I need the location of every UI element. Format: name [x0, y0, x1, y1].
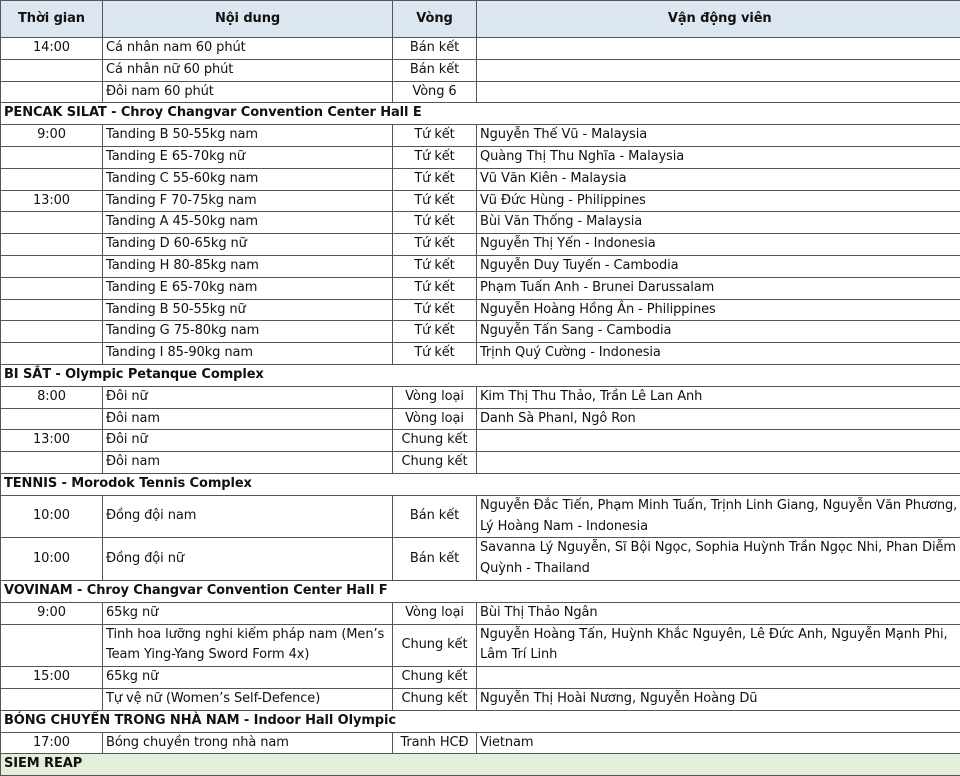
- section-title: TENNIS - Morodok Tennis Complex: [1, 473, 960, 495]
- table-row: [1, 408, 960, 430]
- table-row: [1, 125, 960, 147]
- athletes-cell: Vietnam: [477, 732, 960, 754]
- table-row: [1, 81, 960, 103]
- athletes-cell: Nguyễn Tấn Sang - Cambodia: [477, 321, 960, 343]
- table-row: [1, 299, 960, 321]
- round-cell: Tứ kết: [393, 146, 477, 168]
- round-cell: Tứ kết: [393, 255, 477, 277]
- athletes-cell: Vũ Đức Hùng - Philippines: [477, 190, 960, 212]
- table-row: [1, 688, 960, 710]
- round-cell: Tứ kết: [393, 190, 477, 212]
- event-cell: Đôi nữ: [103, 386, 393, 408]
- athletes-cell: Bùi Thị Thảo Ngân: [477, 602, 960, 624]
- event-cell: Tanding C 55-60kg nam: [103, 168, 393, 190]
- section-row: [1, 103, 960, 125]
- athletes-cell: [477, 667, 960, 689]
- athletes-cell: Nguyễn Đắc Tiến, Phạm Minh Tuấn, Trịnh Linh Giang, Nguyễn Văn Phương, Lý Hoàng Nam - Indonesia: [477, 495, 960, 538]
- section-title: VOVINAM - Chroy Changvar Convention Center Hall F: [1, 580, 960, 602]
- event-cell: Cá nhân nữ 60 phút: [103, 59, 393, 81]
- time-cell: 10:00: [1, 495, 103, 538]
- table-row: [1, 624, 960, 667]
- table-row: [1, 277, 960, 299]
- section-title: BI SẮT - Olympic Petanque Complex: [1, 364, 960, 386]
- round-cell: Tứ kết: [393, 125, 477, 147]
- time-cell: [1, 277, 103, 299]
- event-cell: Tanding B 50-55kg nữ: [103, 299, 393, 321]
- event-cell: Tự vệ nữ (Women’s Self-Defence): [103, 688, 393, 710]
- athletes-cell: [477, 38, 960, 60]
- athletes-cell: Nguyễn Thị Yến - Indonesia: [477, 234, 960, 256]
- event-cell: Đồng đội nữ: [103, 538, 393, 581]
- time-cell: [1, 168, 103, 190]
- time-cell: [1, 343, 103, 365]
- region-row: [1, 754, 960, 776]
- round-cell: Tứ kết: [393, 234, 477, 256]
- athletes-cell: Nguyễn Hoàng Hồng Ân - Philippines: [477, 299, 960, 321]
- time-cell: [1, 624, 103, 667]
- event-cell: 65kg nữ: [103, 667, 393, 689]
- time-cell: 15:00: [1, 667, 103, 689]
- table-row: [1, 452, 960, 474]
- section-title: PENCAK SILAT - Chroy Changvar Convention Center Hall E: [1, 103, 960, 125]
- time-cell: 8:00: [1, 386, 103, 408]
- round-cell: Vòng loại: [393, 408, 477, 430]
- athletes-cell: Phạm Tuấn Anh - Brunei Darussalam: [477, 277, 960, 299]
- time-cell: 13:00: [1, 190, 103, 212]
- round-cell: Tranh HCĐ: [393, 732, 477, 754]
- athletes-cell: Quàng Thị Thu Nghĩa - Malaysia: [477, 146, 960, 168]
- time-cell: [1, 212, 103, 234]
- table-row: [1, 732, 960, 754]
- athletes-cell: Nguyễn Duy Tuyến - Cambodia: [477, 255, 960, 277]
- table-row: [1, 38, 960, 60]
- event-cell: Đồng đội nam: [103, 495, 393, 538]
- round-cell: Tứ kết: [393, 343, 477, 365]
- round-cell: Chung kết: [393, 667, 477, 689]
- event-cell: Bóng chuyền trong nhà nam: [103, 732, 393, 754]
- table-row: [1, 234, 960, 256]
- round-cell: Chung kết: [393, 430, 477, 452]
- athletes-cell: Nguyễn Hoàng Tấn, Huỳnh Khắc Nguyên, Lê Đức Anh, Nguyễn Mạnh Phi, Lâm Trí Linh: [477, 624, 960, 667]
- time-cell: [1, 321, 103, 343]
- event-cell: Tanding G 75-80kg nam: [103, 321, 393, 343]
- round-cell: Bán kết: [393, 38, 477, 60]
- time-cell: 14:00: [1, 38, 103, 60]
- time-cell: 17:00: [1, 732, 103, 754]
- table-row: [1, 321, 960, 343]
- time-cell: [1, 234, 103, 256]
- table-row: [1, 430, 960, 452]
- header-round: Vòng: [393, 1, 477, 38]
- section-title: BÓNG CHUYỀN TRONG NHÀ NAM - Indoor Hall Olympic: [1, 710, 960, 732]
- round-cell: Vòng loại: [393, 602, 477, 624]
- event-cell: Đôi nam: [103, 452, 393, 474]
- round-cell: Bán kết: [393, 538, 477, 581]
- table-row: [1, 255, 960, 277]
- time-cell: [1, 408, 103, 430]
- time-cell: 13:00: [1, 430, 103, 452]
- event-cell: Tanding I 85-90kg nam: [103, 343, 393, 365]
- header-row: [1, 1, 960, 38]
- athletes-cell: [477, 430, 960, 452]
- round-cell: Chung kết: [393, 624, 477, 667]
- header-athletes: Vận động viên: [477, 1, 960, 38]
- event-cell: Đôi nữ: [103, 430, 393, 452]
- athletes-cell: Bùi Văn Thống - Malaysia: [477, 212, 960, 234]
- event-cell: Cá nhân nam 60 phút: [103, 38, 393, 60]
- round-cell: Vòng 6: [393, 81, 477, 103]
- athletes-cell: Nguyễn Thị Hoài Nương, Nguyễn Hoàng Dũ: [477, 688, 960, 710]
- athletes-cell: [477, 81, 960, 103]
- event-cell: 65kg nữ: [103, 602, 393, 624]
- section-row: [1, 580, 960, 602]
- round-cell: Chung kết: [393, 688, 477, 710]
- round-cell: Tứ kết: [393, 321, 477, 343]
- round-cell: Tứ kết: [393, 277, 477, 299]
- header-time: Thời gian: [1, 1, 103, 38]
- time-cell: 9:00: [1, 602, 103, 624]
- event-cell: Tinh hoa lưỡng nghi kiếm pháp nam (Men’s Team Ying-Yang Sword Form 4x): [103, 624, 393, 667]
- time-cell: [1, 688, 103, 710]
- time-cell: [1, 299, 103, 321]
- time-cell: 10:00: [1, 538, 103, 581]
- section-row: [1, 710, 960, 732]
- athletes-cell: Trịnh Quý Cường - Indonesia: [477, 343, 960, 365]
- athletes-cell: Nguyễn Thế Vũ - Malaysia: [477, 125, 960, 147]
- event-cell: Tanding A 45-50kg nam: [103, 212, 393, 234]
- table-row: [1, 495, 960, 538]
- time-cell: 9:00: [1, 125, 103, 147]
- event-cell: Tanding F 70-75kg nam: [103, 190, 393, 212]
- table-row: [1, 667, 960, 689]
- section-row: [1, 473, 960, 495]
- section-title: SIEM REAP: [1, 754, 960, 776]
- event-cell: Đôi nam 60 phút: [103, 81, 393, 103]
- event-cell: Tanding E 65-70kg nữ: [103, 146, 393, 168]
- schedule-body: [1, 38, 960, 776]
- table-row: [1, 538, 960, 581]
- time-cell: [1, 81, 103, 103]
- event-cell: Tanding D 60-65kg nữ: [103, 234, 393, 256]
- time-cell: [1, 59, 103, 81]
- table-row: [1, 168, 960, 190]
- table-row: [1, 212, 960, 234]
- header-event: Nội dung: [103, 1, 393, 38]
- round-cell: Bán kết: [393, 495, 477, 538]
- table-row: [1, 343, 960, 365]
- athletes-cell: Vũ Văn Kiên - Malaysia: [477, 168, 960, 190]
- athletes-cell: Kim Thị Thu Thảo, Trần Lê Lan Anh: [477, 386, 960, 408]
- table-row: [1, 146, 960, 168]
- time-cell: [1, 452, 103, 474]
- section-row: [1, 364, 960, 386]
- round-cell: Chung kết: [393, 452, 477, 474]
- time-cell: [1, 146, 103, 168]
- athletes-cell: [477, 452, 960, 474]
- round-cell: Vòng loại: [393, 386, 477, 408]
- event-cell: Tanding B 50-55kg nam: [103, 125, 393, 147]
- time-cell: [1, 255, 103, 277]
- athletes-cell: Danh Sà Phanl, Ngô Ron: [477, 408, 960, 430]
- round-cell: Bán kết: [393, 59, 477, 81]
- athletes-cell: [477, 59, 960, 81]
- event-cell: Đôi nam: [103, 408, 393, 430]
- round-cell: Tứ kết: [393, 212, 477, 234]
- round-cell: Tứ kết: [393, 299, 477, 321]
- event-cell: Tanding H 80-85kg nam: [103, 255, 393, 277]
- event-cell: Tanding E 65-70kg nam: [103, 277, 393, 299]
- table-row: [1, 602, 960, 624]
- round-cell: Tứ kết: [393, 168, 477, 190]
- table-row: [1, 386, 960, 408]
- table-row: [1, 59, 960, 81]
- athletes-cell: Savanna Lý Nguyễn, Sĩ Bội Ngọc, Sophia Huỳnh Trần Ngọc Nhi, Phan Diễm Quỳnh - Thailand: [477, 538, 960, 581]
- table-row: [1, 190, 960, 212]
